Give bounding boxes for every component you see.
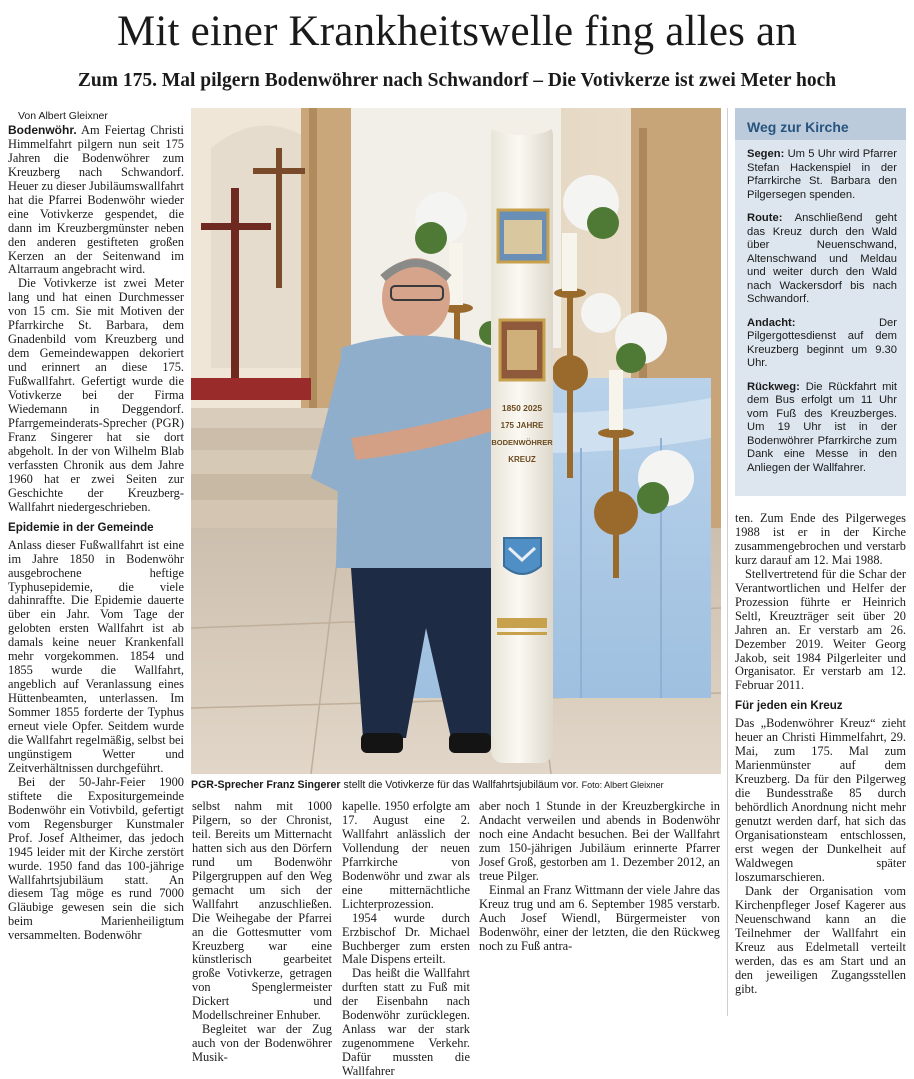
subheadline: Zum 175. Mal pilgern Bodenwöhrer nach Schwandorf – Die Votivkerze ist zwei Meter hoch: [77, 70, 837, 91]
article-column-2: [192, 800, 332, 1065]
info-item-label: Rückweg:: [747, 380, 800, 393]
info-item: [747, 317, 897, 371]
candle-line-2: BODENWÖHRER: [491, 438, 553, 447]
paragraph: Begleitet war der Zug auch von der Bodenwöhrer Musik-: [192, 1022, 332, 1065]
paragraph: aber noch 1 Stunde in der Kreuzbergkirche in Andacht verweilen und abends in Bodenwöhr noch eine Andacht besuchen. Bei der Wallfahrt zum 150-jährigen Jubiläum erinnerte Pfarrer Josef Groß, gestorben am 1. Dezember 2012, an treue Pilger.: [479, 799, 720, 883]
caption-text: stellt die Votivkerze für das Wallfahrtsjubiläum vor.: [340, 779, 579, 791]
info-item-text: Der Pilgergottesdienst auf dem Kreuzberg beginnt um 9.30 Uhr.: [747, 316, 897, 369]
info-item-label: Route:: [747, 212, 783, 224]
photo-caption: [191, 778, 731, 792]
info-box: [735, 108, 906, 496]
paragraph-text: Am Feiertag Christi Himmelfahrt pilgern nun seit 175 Jahren die Bodenwöhrer zum Kreuzberg nach Schwandorf. Heuer zu dieser Jubiläumswallfahrt hat die Pfarrei Bodenwöhr wieder eine Votivkerze gespendet, die dann im Kreuzbergmünster neben den anderen gestifteten großen Kerzen an der Seitenwand im Altarraum angebracht wird.: [8, 122, 184, 277]
paragraph: Einmal an Franz Wittmann der viele Jahre das Kreuz trug und am 6. September 1985 verstarb. Auch Josef Wiendl, Bürgermeister von Bodenwöhr, einer der letzten, die den Rückweg noch zu Fuß antra-: [479, 882, 720, 953]
article-column-4: [479, 800, 720, 953]
info-item: [747, 212, 897, 307]
info-item-text: Anschließend geht das Kreuz durch den Wald über Neuenschwand, Altenschwand und Meldau und weiter durch den Wald nach Wackersdorf bis nach Schwandorf.: [747, 212, 897, 305]
info-item-text: Um 5 Uhr wird Pfarrer Stefan Hackenspiel in der Pfarrkirche St. Barbara den Pilgersegen spenden.: [747, 148, 897, 201]
candle-line-3: KREUZ: [508, 455, 536, 464]
dateline: Bodenwöhr.: [8, 122, 77, 137]
info-box-items: [735, 140, 906, 475]
photo-illustration: [191, 108, 721, 774]
section-heading: Für jeden ein Kreuz: [735, 699, 843, 713]
paragraph: Das heißt die Wallfahrt durften statt zu Fuß mit der Eisenbahn nach Bodenwöhr zurücklegen. Anlass war der stark zugenommene Verkehr. Dafür mussten die Wallfahrer: [342, 966, 470, 1079]
info-item: [747, 381, 897, 476]
column-divider: [727, 108, 728, 1016]
info-item: [747, 148, 897, 202]
paragraph: Das „Bodenwöhrer Kreuz“ zieht heuer an Christi Himmelfahrt, 29. Mai, zum 175. Mal zum Marienmünster auf dem Kreuzberg. Da für den Pilgerweg die Bundesstraße 85 durch behördlich Anordnung nicht mehr genutzt werden darf, hat sich das Organisationsteam entschlossen, erst wegen der Dunkelheit auf Waldwegen später loszumarschieren.: [735, 716, 906, 884]
paragraph: selbst nahm mit 1000 Pilgern, so der Chronist, teil. Bereits um Mitternacht hatten sich aus den Dörfern rund um Bodenwöhr Pilgergruppen auf den Weg gemacht um sich der Wallfahrt anzuschließen. Die Weihegabe der Pfarrei an die Gottesmutter vom Kreuzberg war eine künstlerisch gearbeitet große Votivkerze, getragen von Spenglermeister Dickert und Modellschreiner Enhuber.: [192, 799, 332, 1023]
info-item-label: Andacht:: [747, 316, 796, 329]
info-item-text: Die Rückfahrt mit dem Bus erfolgt um 11 Uhr vom Fuß des Kreuzberges. Um 19 Uhr ist in der Bodenwöhrer Pfarrkirche zum Dank eine Messe in den Anliegen der Wallfahrer.: [747, 380, 897, 474]
author-byline: Von Albert Gleixner: [18, 110, 108, 122]
headline: Mit einer Krankheitswelle fing alles an: [116, 8, 798, 55]
candle-line-1: 175 JAHRE: [500, 421, 544, 430]
paragraph: Dank der Organisation vom Kirchenpfleger Josef Kagerer aus Neuenschwand kann an die Teilnehmer der Wallfahrt ein Kreuz aus Edelmetall verteilt werden, das es am Start und an den jeweiligen Zugangsstellen gibt.: [735, 883, 906, 996]
info-box-title: Weg zur Kirche: [735, 108, 906, 140]
article-column-1: [8, 110, 184, 943]
candle-years: 1850 2025: [501, 403, 543, 413]
paragraph: kapelle. 1950 erfolgte am 17. August eine 2. Wallfahrt anlässlich der Vollendung der neuen Pfarrkirche von Bodenwöhr und zwar als eine mitternächtliche Lichterprozession.: [342, 799, 470, 911]
paragraph: Anlass dieser Fußwallfahrt ist eine im Jahre 1850 in Bodenwöhr ausgebrochene heftige Typhusepidemie, die viele dahinraffte. Die Epidemie dauerte über ein Jahr. Vom Tage der gelobten ersten Wallfahrt ist ab damals keine neuer Krankenfall mehr vorgekommen. 1854 und 1855 wurde die Wallfahrt, angeblich auf Veranlassung eines Hüttenbeamten, unterlassen. Im Sommer 1855 forderte der Typhus erneut viele Opfer. Seitdem wurde die Wallfahrt regelmäßig, selbst bei ungünstigem Wetter und Zeitverhältnissen durchgeführt.: [8, 537, 184, 775]
paragraph: Stellvertretend für die Schar der Verantwortlichen und Helfer der Prozession führte er Heinrich Seltl, Kreuzträger seit über 20 Jahren an. Er verstarb am 26. Dezember 2019. Weiter Georg Jakob, seit 1984 Pilgerleiter und Organisator. Er verstarb am 12. Februar 2011.: [735, 566, 906, 693]
caption-subject: PGR-Sprecher Franz Singerer: [191, 779, 341, 791]
photo-credit: Foto: Albert Gleixner: [581, 780, 664, 790]
paragraph: Die Votivkerze ist zwei Meter lang und hat einen Durchmesser von 15 cm. Sie mit Motiven der Pfarrkirche St. Barbara, dem Gnadenbild vom Kreuzberg und dem Gemeindewappen dekoriert und erinnert an diese 175. Fußwallfahrt. Gefertigt wurde die Votivkerze bei der Firma Wiedemann in Deggendorf. Pfarrgemeinderats-Sprecher (PGR) Franz Singerer hat sie dort abgeholt. In der von Wilhelm Blab verfassten Chronik aus dem Jahre 1960 hat er zwei Seiten zur Geschichte der Kreuzberg-Wallfahrt niedergeschrieben.: [8, 276, 184, 514]
paragraph: Bei der 50-Jahr-Feier 1900 stiftete die Expositurgemeinde Bodenwöhr ein Votivbild, gefertigt vom Regensburger Kunstmaler Prof. Josef Altheimer, das jedoch 1945 leider mit der Kirche zerstört wurde. 1950 fand das 100-jährige Wallfahrtsjubiläum statt. An diesem Tag möge es rund 7000 Gläubige gewesen sein die sich beim Marienheiligtum versammelten. Bodenwöhr: [8, 774, 184, 943]
info-item-label: Segen:: [747, 148, 785, 160]
article-column-5: [735, 512, 906, 996]
paragraph: ten. Zum Ende des Pilgerweges 1988 ist er in der Kirche zusammengebrochen und verstarb kurz darauf am 12. Mai 1988.: [735, 511, 906, 567]
section-heading: Epidemie in der Gemeinde: [8, 520, 154, 534]
paragraph: 1954 wurde durch Erzbischof Dr. Michael Buchberger zum ersten Male Dispens erteilt.: [342, 910, 470, 967]
article-column-3: [342, 800, 470, 1079]
article-photo: [191, 108, 721, 774]
paragraph: [8, 124, 184, 277]
